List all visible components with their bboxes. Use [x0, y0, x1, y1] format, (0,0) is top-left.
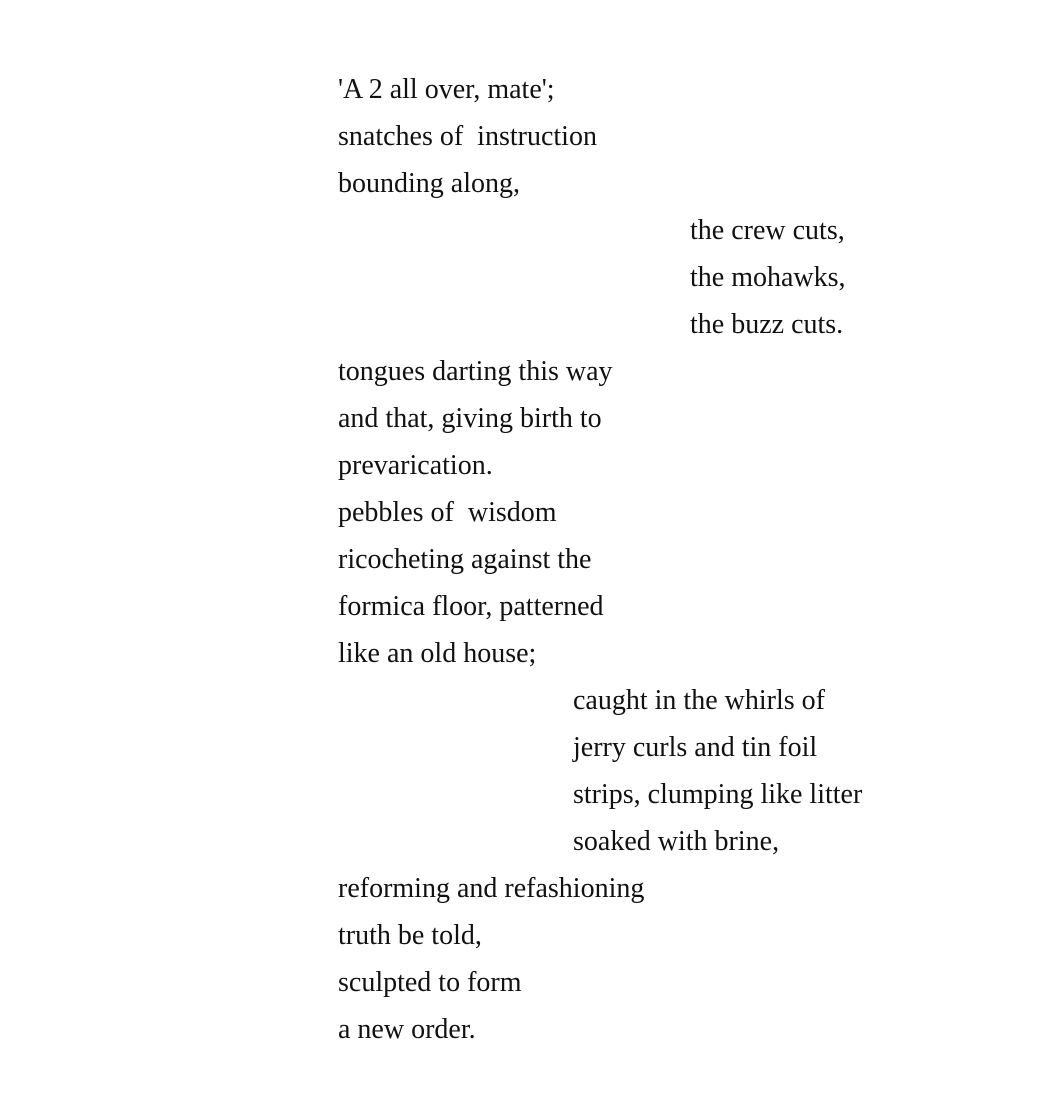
- poem-line: tongues darting this way: [338, 356, 613, 387]
- poem-body: [0, 66, 1052, 1053]
- poem-line: 'A 2 all over, mate';: [338, 74, 555, 105]
- poem-line: a new order.: [338, 1014, 476, 1045]
- poem-line: prevarication.: [338, 450, 493, 481]
- poem-line: snatches of instruction: [338, 121, 597, 152]
- poem-line: reforming and refashioning: [338, 873, 645, 904]
- poem-line: formica floor, patterned: [338, 591, 604, 622]
- poem-line: soaked with brine,: [573, 826, 780, 857]
- poem-line: like an old house;: [338, 638, 537, 669]
- poem-line: the buzz cuts.: [690, 309, 844, 340]
- poem-line: ricocheting against the: [338, 544, 592, 575]
- poem-line: pebbles of wisdom: [338, 497, 557, 528]
- poem-line: bounding along,: [338, 168, 520, 199]
- poem-line: and that, giving birth to: [338, 403, 602, 434]
- poem-line: jerry curls and tin foil: [573, 732, 818, 763]
- poem-line: the crew cuts,: [690, 215, 845, 246]
- poem-line: caught in the whirls of: [573, 685, 825, 716]
- poem-line: strips, clumping like litter: [573, 779, 863, 810]
- poem-line: sculpted to form: [338, 967, 522, 998]
- poem-line: truth be told,: [338, 920, 482, 951]
- poem-line: the mohawks,: [690, 262, 846, 293]
